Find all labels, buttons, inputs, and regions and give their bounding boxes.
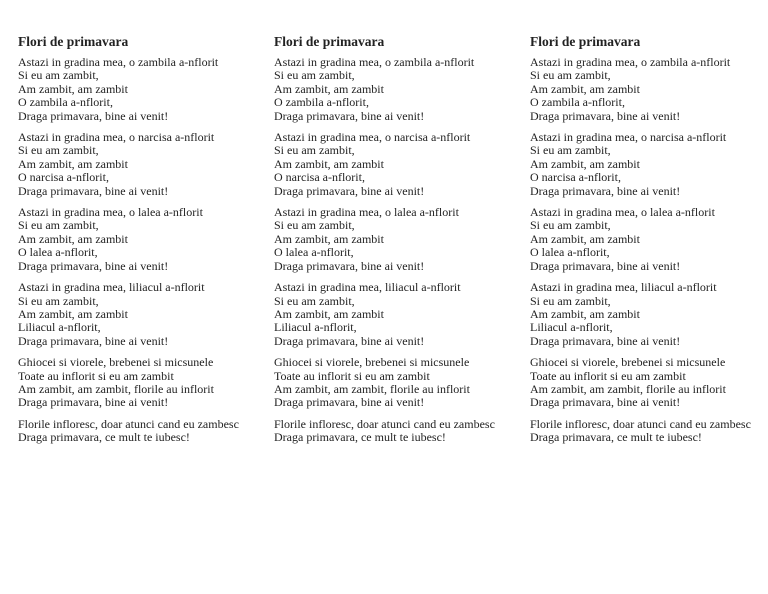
poem-line: Draga primavara, bine ai venit! (274, 395, 425, 410)
poem-line: Draga primavara, bine ai venit! (530, 183, 681, 198)
poem-line: Liliacul a-nflorit, (274, 320, 357, 335)
poem-line: Astazi in gradina mea, liliacul a-nflorit (18, 280, 205, 295)
poem-line: Si eu am zambit, (18, 68, 99, 83)
poem-column-2 (274, 34, 510, 453)
poem-column-3 (530, 34, 766, 453)
poem-line: Toate au inflorit si eu am zambit (18, 368, 174, 383)
poem-line: Draga primavara, ce mult te iubesc! (274, 430, 446, 445)
poem-line: Si eu am zambit, (530, 293, 611, 308)
poem-line: Si eu am zambit, (274, 143, 355, 158)
poem-line: Ghiocei si viorele, brebenei si micsunele (530, 355, 726, 370)
poem-stanza (274, 281, 510, 348)
poem-line: Draga primavara, bine ai venit! (18, 395, 169, 410)
poem-line: Si eu am zambit, (18, 143, 99, 158)
poem-stanza (530, 281, 766, 348)
poem-line: O zambila a-nflorit, (18, 95, 113, 110)
poem-line: Draga primavara, ce mult te iubesc! (530, 430, 702, 445)
poem-line: O narcisa a-nflorit, (274, 170, 365, 185)
poem-line: Si eu am zambit, (530, 143, 611, 158)
poem-line: Si eu am zambit, (274, 68, 355, 83)
poem-line: Draga primavara, bine ai venit! (274, 183, 425, 198)
poem-line: Ghiocei si viorele, brebenei si micsunele (274, 355, 470, 370)
poem-line: Draga primavara, bine ai venit! (530, 395, 681, 410)
poem-line: Am zambit, am zambit, florile au inflorit (530, 381, 726, 396)
poem-line: Florile infloresc, doar atunci cand eu zambesc (274, 416, 495, 431)
poem-stanza (274, 56, 510, 123)
poem-line: Astazi in gradina mea, o narcisa a-nflorit (274, 130, 471, 145)
poem-line: Draga primavara, bine ai venit! (530, 258, 681, 273)
poem-line: Am zambit, am zambit (18, 231, 128, 246)
poem-line: Am zambit, am zambit (274, 156, 384, 171)
poem-line: Am zambit, am zambit (274, 306, 384, 321)
poem-stanza (18, 56, 254, 123)
poem-line: Si eu am zambit, (18, 218, 99, 233)
poem-line: Si eu am zambit, (530, 218, 611, 233)
poem-line: Astazi in gradina mea, o zambila a-nflorit (18, 55, 219, 69)
poem-line: Astazi in gradina mea, o narcisa a-nflorit (18, 130, 215, 145)
poem-line: Am zambit, am zambit (274, 231, 384, 246)
poem-line: Draga primavara, bine ai venit! (18, 108, 169, 123)
poem-stanza (530, 418, 766, 445)
poem-line: O lalea a-nflorit, (274, 245, 354, 260)
poem-line: Astazi in gradina mea, liliacul a-nflorit (274, 280, 461, 295)
poem-line: Am zambit, am zambit, florile au inflorit (18, 381, 214, 396)
poem-line: Astazi in gradina mea, o lalea a-nflorit (530, 205, 715, 220)
poem-line: Toate au inflorit si eu am zambit (274, 368, 430, 383)
poem-line: Draga primavara, bine ai venit! (18, 333, 169, 348)
poem-stanza (18, 418, 254, 445)
poem-stanza (530, 206, 766, 273)
poem-line: Draga primavara, bine ai venit! (18, 258, 169, 273)
poem-line: Am zambit, am zambit (530, 231, 640, 246)
poem-line: Astazi in gradina mea, o zambila a-nflorit (530, 55, 731, 69)
poem-line: Am zambit, am zambit (18, 156, 128, 171)
poem-line: Draga primavara, bine ai venit! (18, 183, 169, 198)
poem-stanza (274, 356, 510, 410)
poem-line: Am zambit, am zambit (18, 306, 128, 321)
poem-line: Liliacul a-nflorit, (18, 320, 101, 335)
poem-line: O zambila a-nflorit, (274, 95, 369, 110)
poem-line: Florile infloresc, doar atunci cand eu zambesc (530, 416, 751, 431)
poem-line: Draga primavara, bine ai venit! (274, 258, 425, 273)
poem-line: Astazi in gradina mea, o lalea a-nflorit (274, 205, 459, 220)
poem-stanza (18, 206, 254, 273)
poem-line: Astazi in gradina mea, o lalea a-nflorit (18, 205, 203, 220)
poem-stanza (18, 281, 254, 348)
poem-line: Si eu am zambit, (18, 293, 99, 308)
poem-line: Astazi in gradina mea, o zambila a-nflorit (274, 55, 475, 69)
poem-stanza (530, 56, 766, 123)
poem-column-1 (18, 34, 254, 453)
poem-stanza (530, 131, 766, 198)
poem-stanza (18, 131, 254, 198)
poem-line: O lalea a-nflorit, (18, 245, 98, 260)
poem-line: Am zambit, am zambit (274, 81, 384, 96)
poem-stanza (274, 418, 510, 445)
poem-line: Liliacul a-nflorit, (530, 320, 613, 335)
poem-title: Flori de primavara (18, 34, 129, 49)
poem-line: Toate au inflorit si eu am zambit (530, 368, 686, 383)
poem-line: Am zambit, am zambit (530, 81, 640, 96)
poem-line: Am zambit, am zambit (530, 156, 640, 171)
poem-line: Florile infloresc, doar atunci cand eu zambesc (18, 416, 239, 431)
poem-line: O lalea a-nflorit, (530, 245, 610, 260)
poem-line: O narcisa a-nflorit, (530, 170, 621, 185)
poem-line: Draga primavara, bine ai venit! (530, 333, 681, 348)
poem-line: Si eu am zambit, (274, 218, 355, 233)
poem-line: Am zambit, am zambit, florile au inflorit (274, 381, 470, 396)
poem-line: Draga primavara, bine ai venit! (274, 108, 425, 123)
poem-line: Ghiocei si viorele, brebenei si micsunele (18, 355, 214, 370)
poem-line: Am zambit, am zambit (530, 306, 640, 321)
poem-stanza (530, 356, 766, 410)
poem-line: Astazi in gradina mea, liliacul a-nflorit (530, 280, 717, 295)
poem-line: O zambila a-nflorit, (530, 95, 625, 110)
poem-line: Si eu am zambit, (274, 293, 355, 308)
poem-line: Draga primavara, ce mult te iubesc! (18, 430, 190, 445)
poem-line: Astazi in gradina mea, o narcisa a-nflorit (530, 130, 727, 145)
poem-stanza (18, 356, 254, 410)
poem-title: Flori de primavara (274, 34, 385, 49)
poem-line: Si eu am zambit, (530, 68, 611, 83)
poem-line: Draga primavara, bine ai venit! (274, 333, 425, 348)
poem-line: O narcisa a-nflorit, (18, 170, 109, 185)
poem-stanza (274, 131, 510, 198)
poem-line: Am zambit, am zambit (18, 81, 128, 96)
poem-stanza (274, 206, 510, 273)
poem-line: Draga primavara, bine ai venit! (530, 108, 681, 123)
poem-title: Flori de primavara (530, 34, 641, 49)
